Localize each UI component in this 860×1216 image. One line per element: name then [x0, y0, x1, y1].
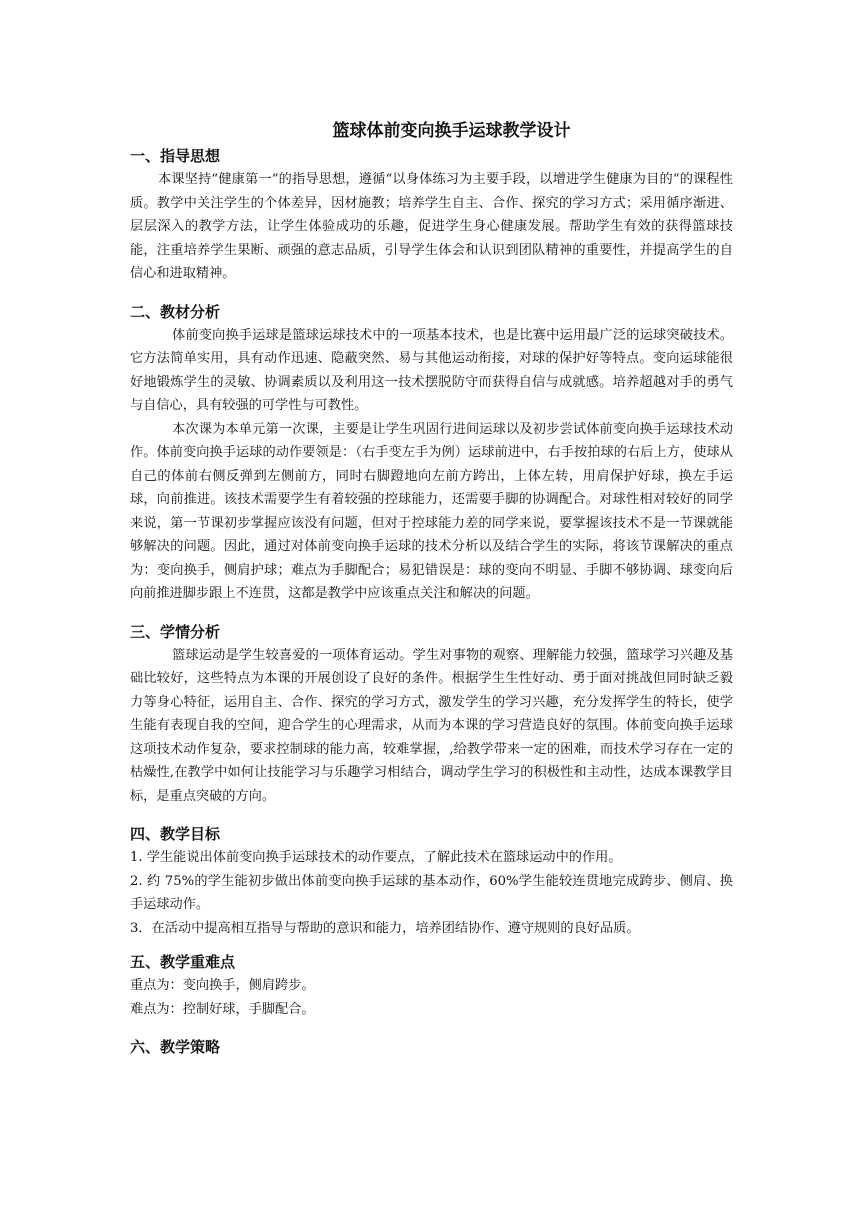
- section-heading: 一、指导思想: [130, 147, 221, 165]
- paragraph: 本次课为本单元第一次课，主要是让学生巩固行进间运球以及初步尝试体前变向换手运球技术动作。体前变向换手运球的动作要领是：（右手变左手为例）运球前进中，右手按拍球的右后上方，使球从自己的体前右侧反弹到左侧前方，同时右脚蹬地向左前方跨出，上体左转，用肩保护好球，换左手运球，向前推进。该技术需要学生有着较强的控球能力，还需要手脚的协调配合。对球性相对较好的同学来说，第一节课初步掌握应该没有问题，但对于控球能力差的同学来说，要掌握该技术不是一节课就能够解决的问题。因此，通过对体前变向换手运球的技术分析以及结合学生的实际，将该节课解决的重点为：变向换手，侧肩护球；难点为手脚配合；易犯错误是：球的变向不明显、手脚不够协调、球变向后向前推进脚步跟上不连贯，这都是教学中应该重点关注和解决的问题。: [130, 421, 733, 601]
- goal-item: 1. 学生能说出体前变向换手运球技术的动作要点，了解此技术在篮球运动中的作用。: [130, 850, 622, 865]
- section-key-difficult-points: [130, 950, 733, 1021]
- paragraph: 篮球运动是学生较喜爱的一项体育运动。学生对事物的观察、理解能力较强，篮球学习兴趣及基础比较好，这些特点为本课的开展创设了良好的条件。根据学生生性好动、勇于面对挑战但同时缺乏毅力等身心特征，运用自主、合作、探究的学习方式，激发学生的学习兴趣，充分发挥学生的特长，使学生能有表现自我的空间，迎合学生的心理需求，从而为本课的学习营造良好的氛围。体前变向换手运球这项技术动作复杂，要求控制球的能力高，较难掌握，,给教学带来一定的困难，而技术学习存在一定的枯燥性,在教学中如何让技能学习与乐趣学习相结合，调动学生学习的积极性和主动性，达成本课教学目标，是重点突破的方向。: [130, 647, 733, 804]
- section-material-analysis: [130, 300, 733, 606]
- paragraph: 本课坚持“健康第一”的指导思想，遵循“以身体练习为主要手段，以增进学生健康为目的”的课程性质。教学中关注学生的个体差异，因材施教；培养学生自主、合作、探究的学习方式；采用循序渐进、层层深入的教学方法，让学生体验成功的乐趣，促进学生身心健康发展。帮助学生有效的获得篮球技能，注重培养学生果断、顽强的意志品质，引导学生体会和认识到团队精神的重要性，并提高学生的自信心和进取精神。: [130, 172, 733, 281]
- goal-item: 3．在活动中提高相互指导与帮助的意识和能力，培养团结协作、遵守规则的良好品质。: [130, 920, 640, 936]
- section-heading: 三、学情分析: [130, 622, 221, 641]
- section-heading: 六、教学策略: [130, 1038, 221, 1056]
- spacer: [130, 606, 733, 620]
- document-page: [130, 118, 733, 1059]
- section-student-analysis: [130, 620, 733, 809]
- document-title: 篮球体前变向换手运球教学设计: [332, 121, 571, 141]
- section-guiding-thought: [130, 144, 733, 286]
- section-teaching-goals: [130, 822, 733, 940]
- goal-item: 2. 约 75%的学生能初步做出体前变向换手运球的基本动作，60%学生能较连贯地完成跨步、侧肩、换手运球动作。: [130, 873, 733, 912]
- spacer: [130, 808, 733, 822]
- spacer: [130, 286, 733, 300]
- section-heading: 四、教学目标: [130, 825, 221, 843]
- spacer: [130, 1021, 733, 1035]
- section-teaching-strategy: [130, 1035, 733, 1059]
- key-point-item: 重点为：变向换手，侧肩跨步。: [130, 978, 315, 993]
- paragraph: 体前变向换手运球是篮球运球技术中的一项基本技术，也是比赛中运用最广泛的运球突破技术。它方法简单实用，具有动作迅速、隐蔽突然、易与其他运动衔接，对球的保护好等特点。变向运球能很好地锻炼学生的灵敏、协调素质以及利用这一技术摆脱防守而获得自信与成就感。培养超越对手的勇气与自信心，具有较强的可学性与可教性。: [130, 327, 733, 413]
- difficult-point-item: 难点为：控制好球，手脚配合。: [130, 1001, 315, 1017]
- section-heading: 二、教材分析: [130, 302, 221, 321]
- spacer: [130, 940, 733, 950]
- section-heading: 五、教学重难点: [130, 953, 236, 971]
